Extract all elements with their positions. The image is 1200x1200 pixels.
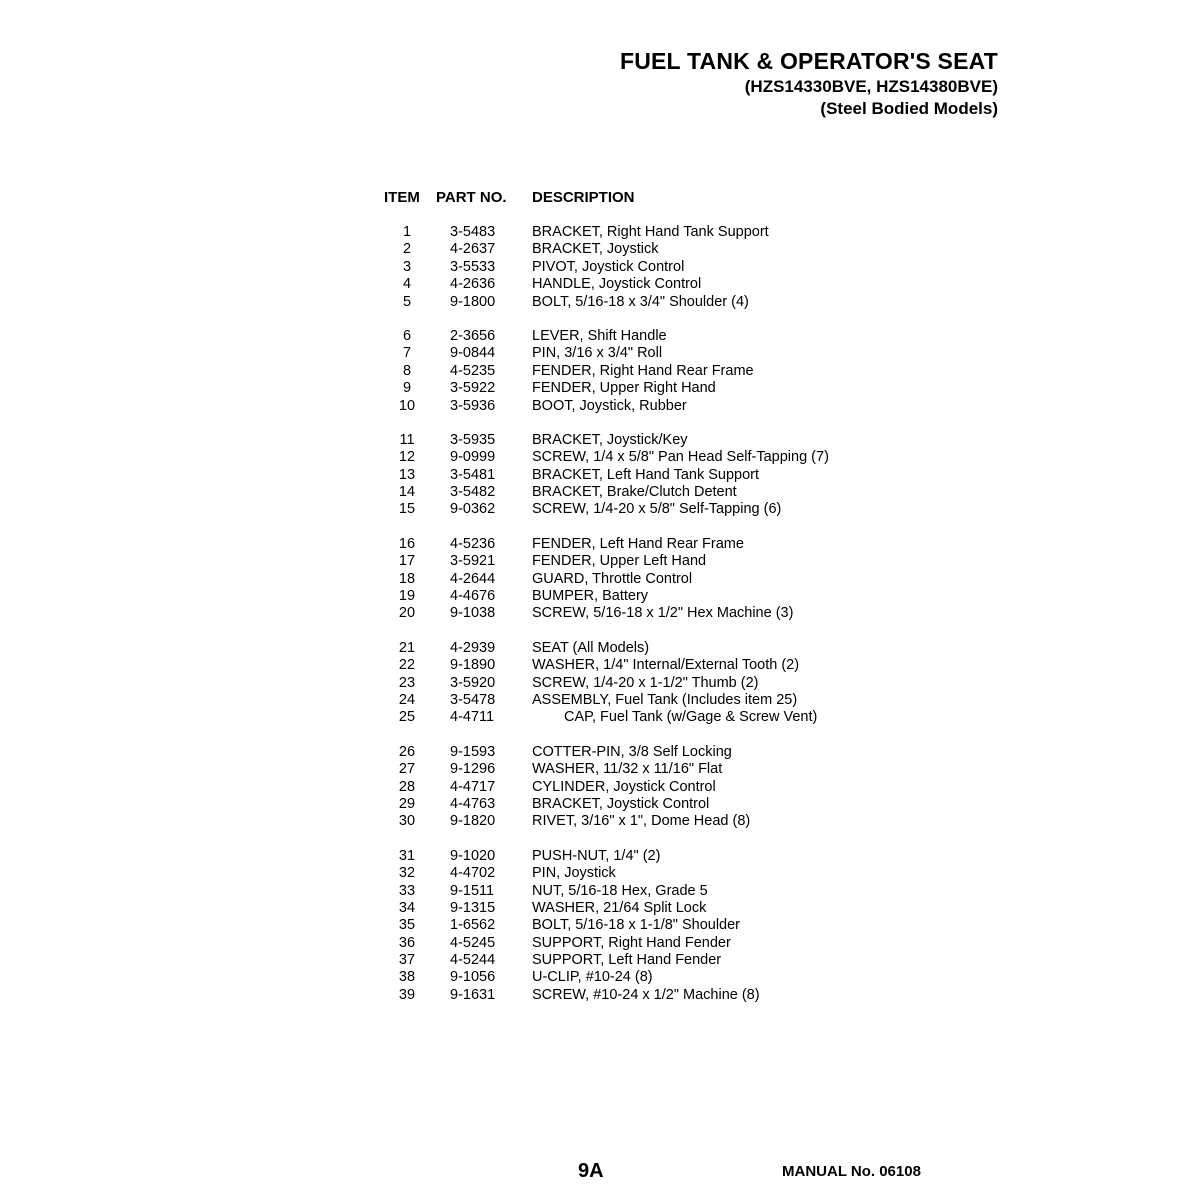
part-number: 4-5235 — [450, 362, 496, 379]
table-row — [384, 276, 944, 293]
page-title: FUEL TANK & OPERATOR'S SEAT — [619, 48, 998, 74]
part-number: 3-5936 — [450, 397, 496, 414]
item-number: 28 — [398, 778, 416, 795]
part-number: 4-2636 — [450, 276, 496, 293]
part-number: 9-1056 — [450, 969, 496, 986]
item-number: 19 — [398, 588, 416, 605]
item-column-header: ITEM — [384, 189, 420, 206]
table-row — [384, 328, 944, 345]
table-row — [384, 675, 944, 692]
part-number: 3-5482 — [450, 484, 496, 501]
part-number: 9-1800 — [450, 293, 496, 310]
part-description: BRACKET, Joystick/Key — [532, 431, 688, 448]
part-number: 9-0362 — [450, 501, 496, 518]
table-row — [384, 917, 944, 934]
part-description: ASSEMBLY, Fuel Tank (Includes item 25) — [532, 691, 798, 708]
part-description: BOLT, 5/16-18 x 3/4" Shoulder (4) — [532, 293, 749, 310]
item-number: 17 — [398, 553, 416, 570]
item-number: 38 — [398, 969, 416, 986]
table-row — [384, 536, 944, 553]
part-description: BRACKET, Right Hand Tank Support — [532, 224, 769, 240]
part-number: 4-2637 — [450, 241, 496, 258]
part-description: FENDER, Upper Left Hand — [532, 553, 707, 570]
item-number: 1 — [402, 224, 412, 240]
part-number: 4-4711 — [450, 709, 495, 726]
part-description: CAP, Fuel Tank (w/Gage & Screw Vent) — [564, 709, 818, 726]
part-number: 3-5533 — [450, 258, 496, 275]
part-number: 9-1020 — [450, 847, 496, 864]
parts-group — [384, 432, 944, 519]
part-number: 9-1296 — [450, 761, 496, 778]
part-description: PIN, Joystick — [532, 865, 616, 882]
part-description: SUPPORT, Left Hand Fender — [532, 952, 722, 969]
table-row — [384, 883, 944, 900]
part-description: SUPPORT, Right Hand Fender — [532, 934, 731, 951]
item-number: 10 — [398, 397, 416, 414]
item-number: 15 — [398, 501, 416, 518]
part-number-column-header: PART NO. — [436, 189, 507, 206]
part-description: SEAT (All Models) — [532, 639, 650, 656]
item-number: 20 — [398, 605, 416, 622]
part-number: 3-5483 — [450, 224, 496, 240]
part-number: 4-2644 — [450, 570, 496, 587]
part-description: PIN, 3/16 x 3/4" Roll — [532, 345, 663, 362]
table-row — [384, 969, 944, 986]
part-description: BRACKET, Joystick — [532, 241, 659, 258]
table-row — [384, 294, 944, 311]
table-row — [384, 813, 944, 830]
part-number: 9-1315 — [450, 899, 496, 916]
table-row — [384, 588, 944, 605]
part-description: NUT, 5/16-18 Hex, Grade 5 — [532, 882, 708, 899]
table-row — [384, 501, 944, 518]
part-number: 4-5236 — [450, 535, 496, 552]
manual-number: MANUAL No. 06108 — [782, 1163, 921, 1180]
part-number: 4-4763 — [450, 795, 496, 812]
part-description: RIVET, 3/16" x 1", Dome Head (8) — [532, 813, 751, 830]
part-description: GUARD, Throttle Control — [532, 570, 693, 587]
part-number: 4-4676 — [450, 588, 496, 605]
table-row — [384, 553, 944, 570]
part-number: 3-5922 — [450, 380, 496, 397]
part-description: CYLINDER, Joystick Control — [532, 778, 716, 795]
item-number: 31 — [398, 847, 416, 864]
page-number: 9A — [578, 1160, 604, 1182]
table-row — [384, 761, 944, 778]
item-number: 7 — [402, 345, 412, 362]
part-description: BRACKET, Brake/Clutch Detent — [532, 484, 737, 501]
part-number: 4-5245 — [450, 934, 496, 951]
item-number: 2 — [402, 241, 412, 258]
part-number: 9-1820 — [450, 813, 496, 830]
table-row — [384, 467, 944, 484]
item-number: 9 — [402, 380, 412, 397]
part-number: 9-1038 — [450, 605, 496, 622]
table-row — [384, 935, 944, 952]
part-description: FENDER, Upper Right Hand — [532, 380, 716, 397]
part-description: LEVER, Shift Handle — [532, 327, 667, 344]
parts-group — [384, 328, 944, 415]
item-number: 37 — [398, 952, 416, 969]
model-numbers: (HZS14330BVE, HZS14380BVE) — [744, 77, 998, 96]
part-number: 9-1631 — [450, 986, 496, 1003]
item-number: 32 — [398, 865, 416, 882]
table-row — [384, 865, 944, 882]
part-number: 9-1511 — [450, 882, 495, 899]
item-number: 3 — [402, 258, 412, 275]
page-header — [620, 46, 998, 120]
item-number: 4 — [402, 276, 412, 293]
part-description: SCREW, 1/4-20 x 1-1/2" Thumb (2) — [532, 674, 759, 691]
parts-groups — [384, 224, 944, 1004]
part-description: PIVOT, Joystick Control — [532, 258, 685, 275]
description-column-header: DESCRIPTION — [532, 189, 635, 206]
part-number: 4-4717 — [450, 778, 496, 795]
item-number: 25 — [398, 709, 416, 726]
table-row — [384, 900, 944, 917]
table-row — [384, 432, 944, 449]
part-description: U-CLIP, #10-24 (8) — [532, 969, 653, 986]
part-description: WASHER, 21/64 Split Lock — [532, 899, 707, 916]
table-row — [384, 744, 944, 761]
item-number: 22 — [398, 657, 416, 674]
part-description: WASHER, 1/4" Internal/External Tooth (2) — [532, 657, 800, 674]
part-description: WASHER, 11/32 x 11/16" Flat — [532, 761, 723, 778]
table-row — [384, 380, 944, 397]
part-number: 1-6562 — [450, 917, 496, 934]
table-row — [384, 796, 944, 813]
item-number: 16 — [398, 535, 416, 552]
part-number: 3-5921 — [450, 553, 496, 570]
item-number: 33 — [398, 882, 416, 899]
item-number: 30 — [398, 813, 416, 830]
parts-group — [384, 640, 944, 727]
part-description: BOLT, 5/16-18 x 1-1/8" Shoulder — [532, 917, 740, 934]
item-number: 24 — [398, 691, 416, 708]
table-row — [384, 848, 944, 865]
item-number: 26 — [398, 743, 416, 760]
part-description: SCREW, 1/4 x 5/8" Pan Head Self-Tapping (7) — [532, 449, 829, 466]
part-number: 3-5920 — [450, 674, 496, 691]
part-description: BRACKET, Left Hand Tank Support — [532, 466, 760, 483]
table-row — [384, 605, 944, 622]
table-row — [384, 657, 944, 674]
part-number: 2-3656 — [450, 327, 496, 344]
item-number: 29 — [398, 795, 416, 812]
parts-list — [384, 186, 944, 1021]
item-number: 39 — [398, 986, 416, 1003]
part-description: SCREW, 5/16-18 x 1/2" Hex Machine (3) — [532, 605, 794, 622]
part-number: 4-5244 — [450, 952, 496, 969]
table-row — [384, 571, 944, 588]
part-description: FENDER, Left Hand Rear Frame — [532, 535, 744, 552]
part-number: 3-5481 — [450, 466, 496, 483]
table-row — [384, 779, 944, 796]
table-row — [384, 224, 944, 241]
item-number: 21 — [398, 639, 416, 656]
parts-list-header — [384, 186, 944, 210]
part-description: HANDLE, Joystick Control — [532, 276, 702, 293]
part-number: 9-1890 — [450, 657, 496, 674]
model-variant: (Steel Bodied Models) — [820, 99, 998, 118]
item-number: 11 — [399, 431, 415, 448]
parts-group — [384, 536, 944, 623]
part-number: 4-4702 — [450, 865, 496, 882]
item-number: 18 — [398, 570, 416, 587]
table-row — [384, 952, 944, 969]
table-row — [384, 345, 944, 362]
table-row — [384, 363, 944, 380]
item-number: 14 — [398, 484, 416, 501]
parts-group — [384, 744, 944, 831]
item-number: 27 — [398, 761, 416, 778]
part-description: BRACKET, Joystick Control — [532, 795, 710, 812]
part-number: 3-5935 — [450, 431, 496, 448]
part-number: 9-0999 — [450, 449, 496, 466]
part-number: 9-0844 — [450, 345, 496, 362]
table-row — [384, 398, 944, 415]
item-number: 12 — [398, 449, 416, 466]
table-row — [384, 241, 944, 258]
part-description: COTTER-PIN, 3/8 Self Locking — [532, 743, 732, 760]
parts-group — [384, 224, 944, 311]
table-row — [384, 987, 944, 1004]
item-number: 34 — [398, 899, 416, 916]
part-number: 3-5478 — [450, 691, 496, 708]
part-description: PUSH-NUT, 1/4" (2) — [532, 847, 661, 864]
part-description: SCREW, #10-24 x 1/2" Machine (8) — [532, 986, 760, 1003]
table-row — [384, 709, 944, 726]
item-number: 23 — [398, 674, 416, 691]
table-row — [384, 692, 944, 709]
item-number: 5 — [402, 293, 412, 310]
item-number: 35 — [398, 917, 416, 934]
table-row — [384, 640, 944, 657]
part-number: 9-1593 — [450, 743, 496, 760]
part-description: FENDER, Right Hand Rear Frame — [532, 362, 754, 379]
item-number: 6 — [402, 327, 412, 344]
item-number: 8 — [402, 362, 412, 379]
table-row — [384, 259, 944, 276]
item-number: 36 — [398, 934, 416, 951]
table-row — [384, 484, 944, 501]
part-number: 4-2939 — [450, 639, 496, 656]
part-description: SCREW, 1/4-20 x 5/8" Self-Tapping (6) — [532, 501, 782, 518]
table-row — [384, 449, 944, 466]
parts-group — [384, 848, 944, 1005]
part-description: BUMPER, Battery — [532, 588, 649, 605]
part-description: BOOT, Joystick, Rubber — [532, 397, 687, 414]
item-number: 13 — [398, 466, 416, 483]
